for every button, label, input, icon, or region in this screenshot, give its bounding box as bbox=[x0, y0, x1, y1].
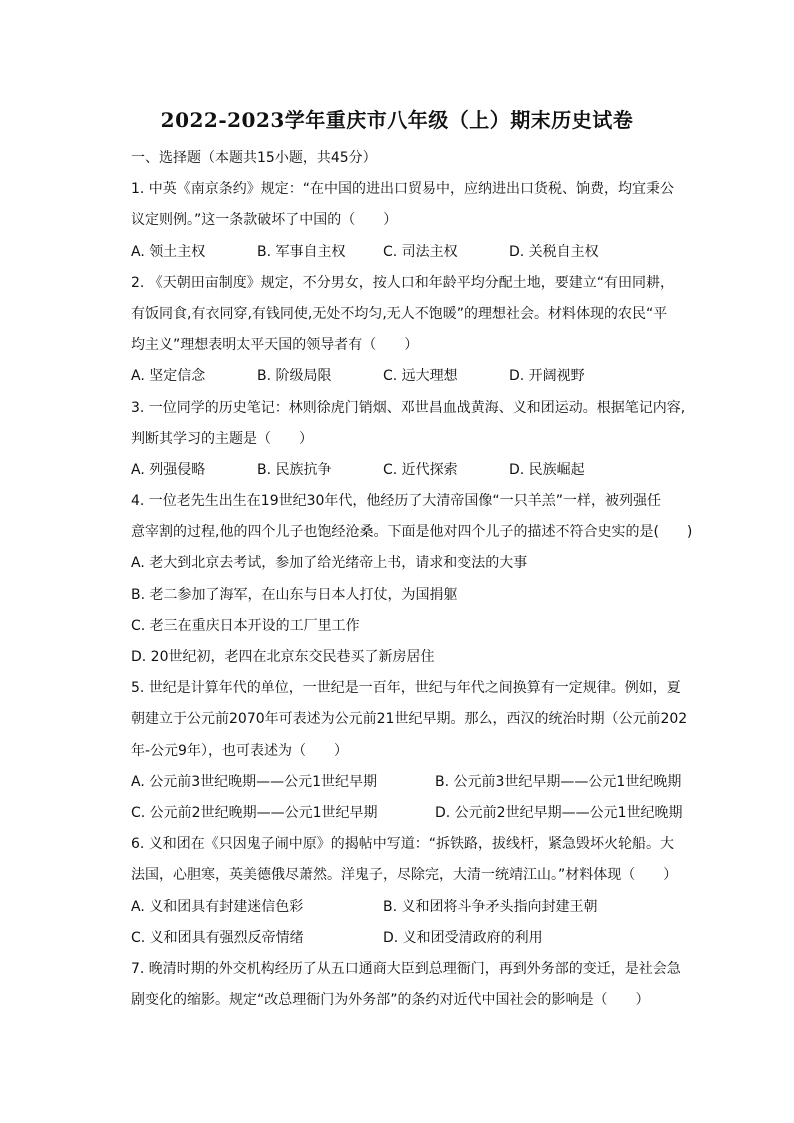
options-row bbox=[131, 923, 696, 954]
option-c[interactable]: C. 义和团具有强烈反帝情绪 bbox=[131, 929, 304, 946]
question-7 bbox=[131, 954, 696, 1016]
question-text: 7. 晚清时期的外交机构经历了从五口通商大臣到总理衙门，再到外务部的变迁，是社会急 bbox=[131, 960, 681, 977]
option-b[interactable]: B. 军事自主权 bbox=[257, 243, 346, 260]
option-a[interactable]: A. 老大到北京去考试，参加了给光绪帝上书，请求和变法的大事 bbox=[131, 555, 528, 572]
option-a[interactable]: A. 列强侵略 bbox=[131, 461, 206, 478]
exam-title: 2022-2023学年重庆市八年级（上）期末历史试卷 bbox=[160, 108, 634, 132]
option-d[interactable]: D. 民族崛起 bbox=[509, 461, 585, 478]
option-d[interactable]: D. 20世纪初，老四在北京东交民巷买了新房居住 bbox=[131, 649, 435, 665]
option-c[interactable]: C. 司法主权 bbox=[383, 243, 458, 260]
option-a[interactable]: A. 领土主权 bbox=[131, 243, 206, 260]
question-text: 朝建立于公元前2070年可表述为公元前21世纪早期。那么，西汉的统治时期（公元前202 bbox=[131, 711, 688, 728]
option-d[interactable]: D. 关税自主权 bbox=[509, 243, 599, 260]
question-text: 意宰割的过程,他的四个儿子也饱经沧桑。下面是他对四个儿子的描述不符合史实的是( ) bbox=[131, 524, 693, 541]
question-text: 1. 中英《南京条约》规定：“在中国的进出口贸易中，应纳进出口货税、饷费，均宜秉公 bbox=[131, 181, 675, 198]
option-b[interactable]: B. 老二参加了海军，在山东与日本人打仗，为国捐躯 bbox=[131, 586, 458, 603]
option-a[interactable]: A. 义和团具有封建迷信色彩 bbox=[131, 898, 304, 915]
option-d[interactable]: D. 义和团受清政府的利用 bbox=[383, 929, 543, 946]
option-c[interactable]: C. 公元前2世纪晚期——公元1世纪早期 bbox=[131, 804, 378, 821]
question-6 bbox=[131, 829, 696, 954]
question-3 bbox=[131, 393, 696, 487]
option-d[interactable]: D. 公元前2世纪早期——公元1世纪晚期 bbox=[435, 804, 683, 821]
question-1 bbox=[131, 174, 696, 268]
option-b[interactable]: B. 义和团将斗争矛头指向封建王朝 bbox=[383, 898, 598, 915]
question-4 bbox=[131, 486, 696, 673]
question-text: 2. 《天朝田亩制度》规定，不分男女，按人口和年龄平均分配土地，要建立“有田同耕， bbox=[131, 274, 675, 291]
question-2 bbox=[131, 268, 696, 393]
question-text: 剧变化的缩影。规定“改总理衙门为外务部”的条约对近代中国社会的影响是（ ） bbox=[131, 992, 650, 1009]
question-text: 均主义”理想表明太平天国的领导者有（ ） bbox=[131, 337, 419, 354]
question-text: 有饭同食,有衣同穿,有钱同使,无处不均匀,无人不饱暖”的理想社会。材料体现的农民“平 bbox=[131, 305, 668, 322]
question-text: 判断其学习的主题是（ ） bbox=[131, 430, 313, 447]
question-text: 法国，心胆寒，英美德俄尽萧然。洋鬼子，尽除完，大清一统靖江山。”材料体现（ ） bbox=[131, 867, 678, 884]
question-text: 6. 义和团在《只因鬼子闹中原》的揭帖中写道：“拆铁路，拔线杆，紧急毁坏火轮船。大 bbox=[131, 836, 675, 853]
option-c[interactable]: C. 老三在重庆日本开设的工厂里工作 bbox=[131, 617, 360, 634]
question-text: 4. 一位老先生出生在19世纪30年代，他经历了大清帝国像“一只羊羔”一样，被列强任 bbox=[131, 493, 661, 510]
exam-content bbox=[131, 143, 696, 1016]
question-text: 5. 世纪是计算年代的单位，一世纪是一百年，世纪与年代之间换算有一定规律。例如，夏 bbox=[131, 680, 681, 697]
option-d[interactable]: D. 开阔视野 bbox=[509, 368, 585, 385]
option-c[interactable]: C. 近代探索 bbox=[383, 461, 458, 478]
options-row bbox=[131, 237, 696, 268]
option-a[interactable]: A. 公元前3世纪晚期——公元1世纪早期 bbox=[131, 773, 378, 790]
question-5 bbox=[131, 673, 696, 829]
question-text: 3. 一位同学的历史笔记：林则徐虎门销烟、邓世昌血战黄海、义和团运动。根据笔记内容, bbox=[131, 399, 686, 416]
options-row bbox=[131, 892, 696, 923]
question-text: 年-公元9年），也可表述为（ ） bbox=[131, 742, 348, 759]
options-row bbox=[131, 798, 696, 829]
option-b[interactable]: B. 阶级局限 bbox=[257, 368, 332, 385]
options-row bbox=[131, 767, 696, 798]
question-text: 议定则例。”这一条款破坏了中国的（ ） bbox=[131, 212, 398, 229]
options-row bbox=[131, 455, 696, 486]
options-row bbox=[131, 361, 696, 392]
option-b[interactable]: B. 民族抗争 bbox=[257, 461, 332, 478]
option-b[interactable]: B. 公元前3世纪早期——公元1世纪晚期 bbox=[435, 773, 682, 790]
option-c[interactable]: C. 远大理想 bbox=[383, 368, 458, 385]
option-a[interactable]: A. 坚定信念 bbox=[131, 368, 206, 385]
section-heading: 一、选择题（本题共15小题，共45分） bbox=[131, 150, 377, 166]
